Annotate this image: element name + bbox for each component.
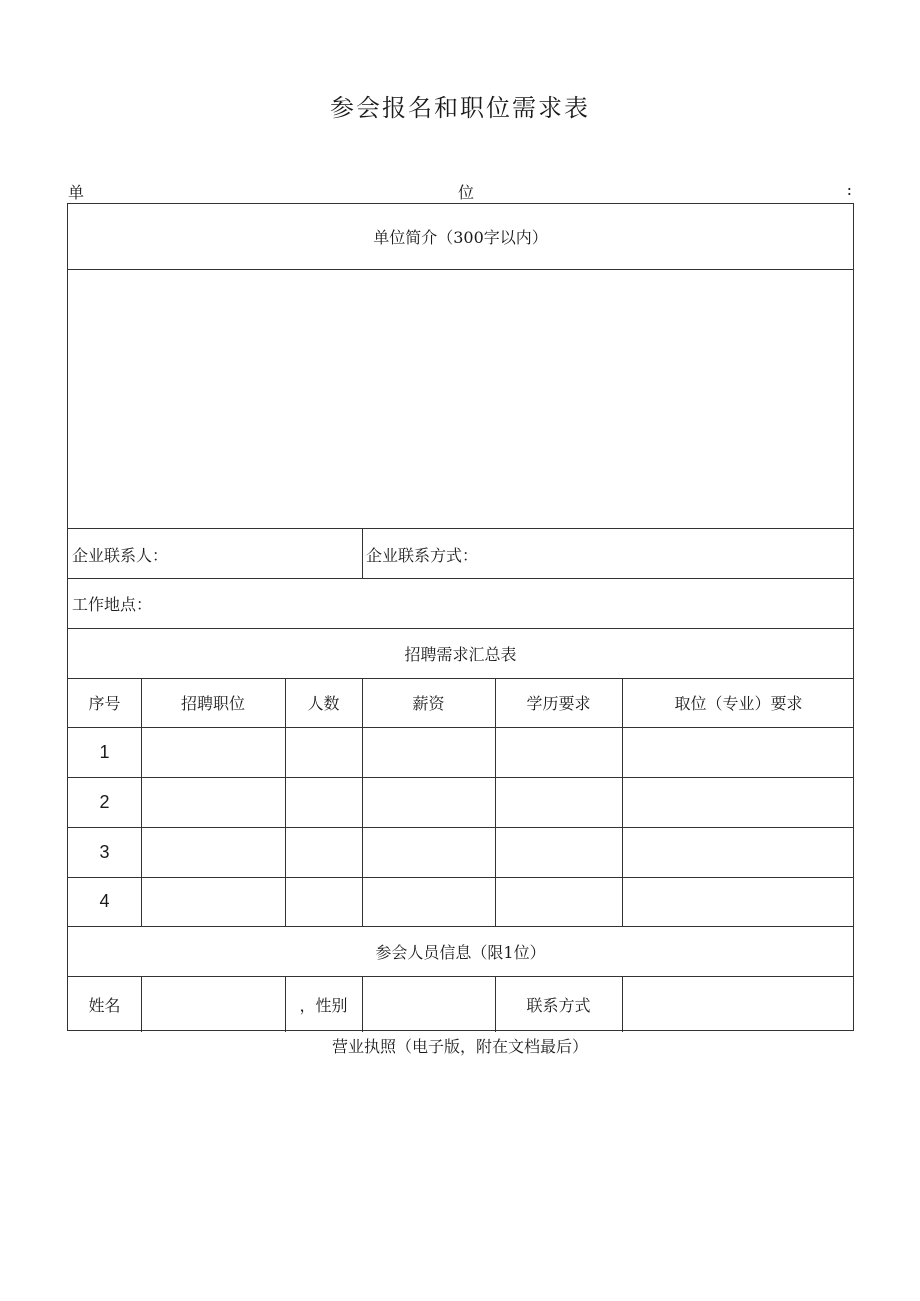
unit-label-colon: : [846,180,852,199]
attendee-gender-input[interactable] [362,976,495,1032]
intro-text-area[interactable] [68,269,853,528]
column-header-major: 取位（专业）要求 [674,694,803,713]
row-index: 3 [99,841,110,862]
attendee-name-label: 姓名 [88,995,121,1015]
attendee-contact-label: 联系方式 [526,995,591,1015]
column-header-count: 人数 [307,694,340,713]
attendee-contact-input[interactable] [622,976,855,1032]
work-location-field[interactable]: 工作地点： [72,594,153,614]
row-index: 2 [99,791,110,812]
attendee-name-input[interactable] [141,976,285,1032]
divider [68,777,853,778]
divider [68,827,853,828]
divider [68,727,853,728]
contact-method-field[interactable]: 企业联系方式： [366,545,479,565]
row-index: 1 [99,741,110,762]
summary-title: 招聘需求汇总表 [404,644,517,664]
column-header-index: 序号 [88,694,121,713]
column-header-salary: 薪资 [412,694,445,713]
column-header-position: 招聘职位 [180,694,245,713]
registration-form-table [67,203,854,1031]
page-title: 参会报名和职位需求表 [330,94,590,122]
footer-note: 营业执照（电子版，附在文档最后） [331,1037,588,1056]
column-header-education: 学历要求 [526,694,591,713]
attendee-title: 参会人员信息（限1位） [375,942,546,962]
row-index: 4 [99,891,110,911]
intro-header: 单位简介（300字以内） [373,228,548,247]
unit-label-part1: 单 [68,183,85,202]
unit-label-part2: 位 [458,183,475,202]
contact-person-field[interactable]: 企业联系人： [72,545,169,565]
attendee-gender-label: ，性别 [299,995,348,1015]
unit-name-line [68,180,854,202]
divider [68,877,853,878]
